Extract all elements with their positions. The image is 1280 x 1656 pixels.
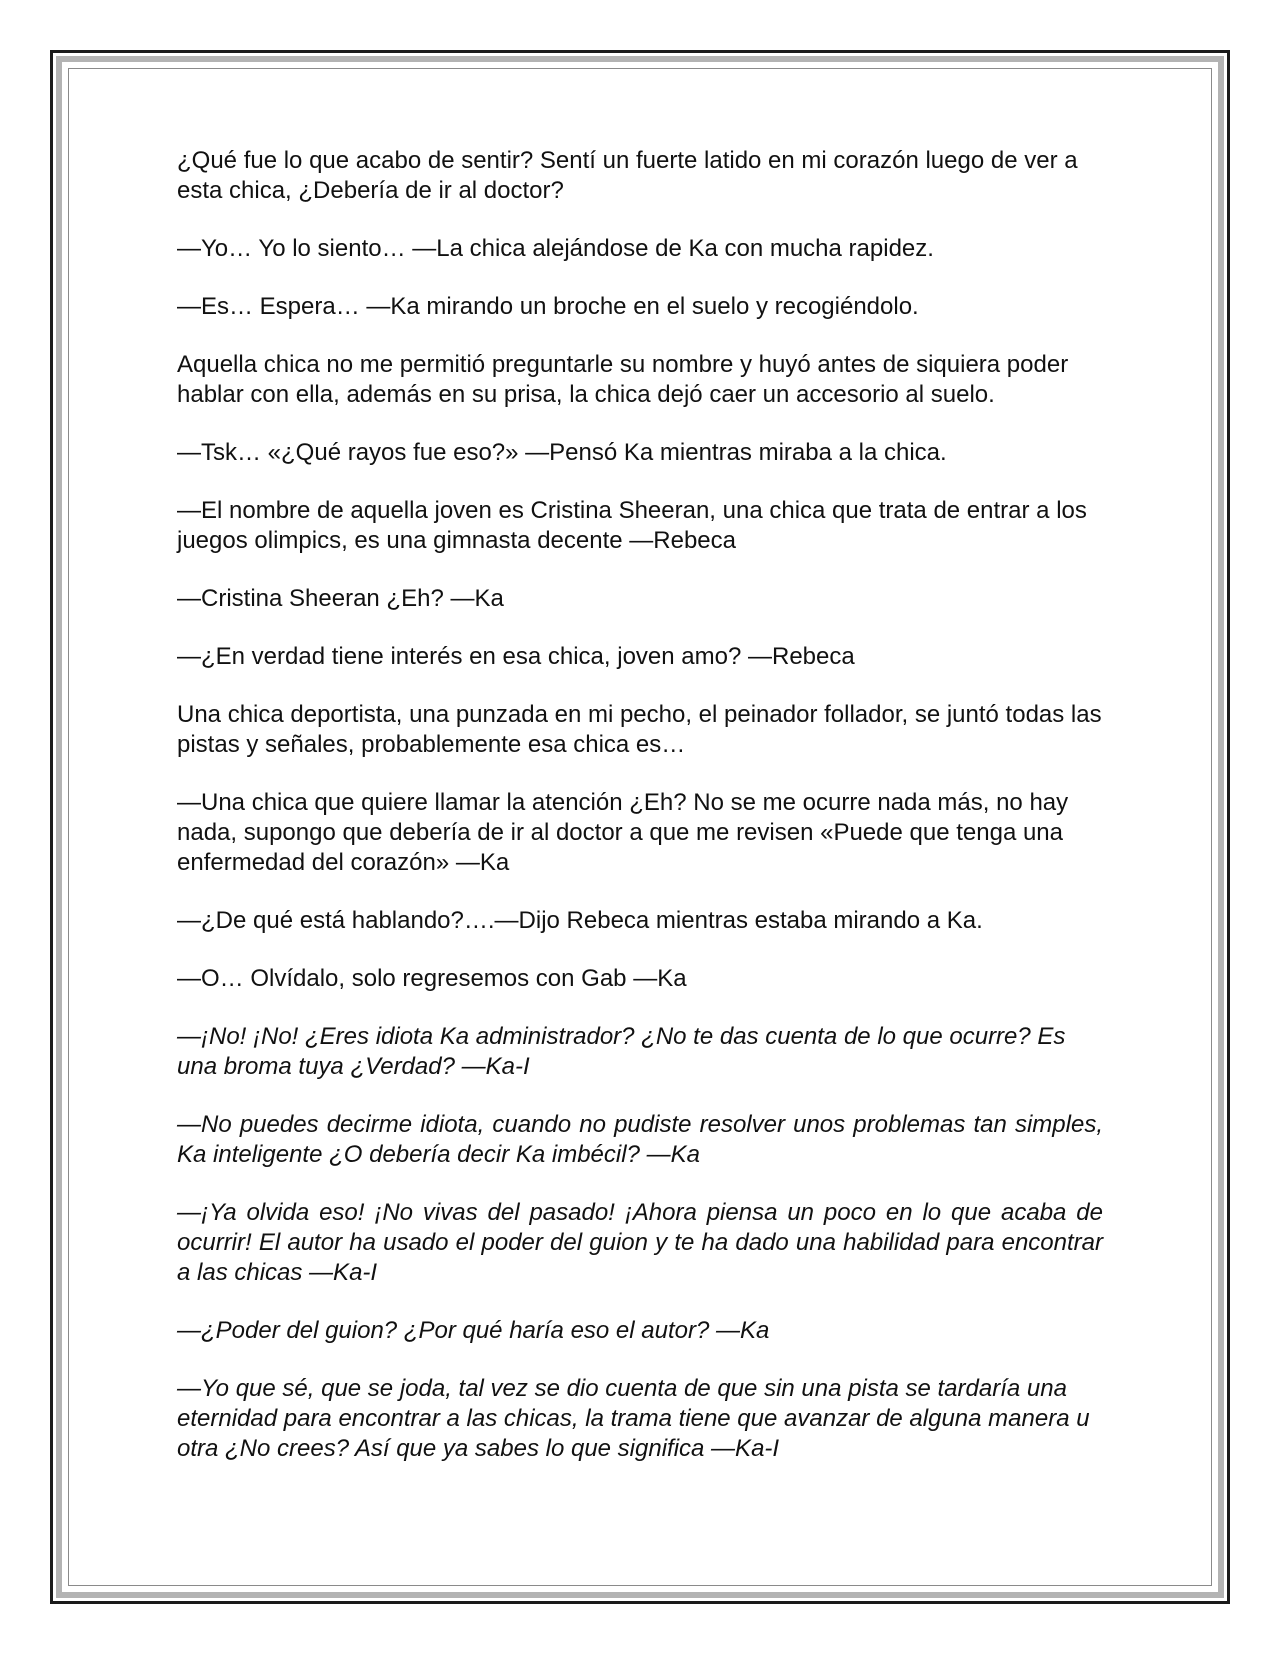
paragraph-12: —O… Olvídalo, solo regresemos con Gab —Ka: [177, 965, 687, 992]
paragraph-3: —Es… Espera… —Ka mirando un broche en el suelo y recogiéndolo.: [177, 293, 919, 320]
paragraph-7: —Cristina Sheeran ¿Eh? —Ka: [177, 585, 504, 612]
paragraph-15: —¡Ya olvida eso! ¡No vivas del pasado! ¡Ahora piensa un poco en lo que acaba de ocurrir! El autor ha usado el poder del guion y te ha dado una habilidad para encontrar a las chicas —Ka-I: [177, 1199, 1103, 1286]
paragraph-2: —Yo… Yo lo siento… —La chica alejándose de Ka con mucha rapidez.: [177, 235, 934, 262]
paragraph-4: Aquella chica no me permitió preguntarle su nombre y huyó antes de siquiera poder hablar con ella, además en su prisa, la chica dejó caer un accesorio al suelo.: [177, 351, 1069, 408]
document-body: [177, 146, 1103, 1492]
paragraph-1: ¿Qué fue lo que acabo de sentir? Sentí un fuerte latido en mi corazón luego de ver a esta chica, ¿Debería de ir al doctor?: [177, 147, 1078, 204]
paragraph-11: —¿De qué está hablando?….—Dijo Rebeca mientras estaba mirando a Ka.: [177, 907, 983, 934]
paragraph-8: —¿En verdad tiene interés en esa chica, joven amo? —Rebeca: [177, 643, 855, 670]
paragraph-16: —¿Poder del guion? ¿Por qué haría eso el autor? —Ka: [177, 1317, 770, 1344]
paragraph-13: —¡No! ¡No! ¿Eres idiota Ka administrador? ¿No te das cuenta de lo que ocurre? Es una broma tuya ¿Verdad? —Ka-I: [177, 1023, 1066, 1080]
paragraph-5: —Tsk… «¿Qué rayos fue eso?» —Pensó Ka mientras miraba a la chica.: [177, 439, 947, 466]
paragraph-17: —Yo que sé, que se joda, tal vez se dio cuenta de que sin una pista se tardaría una eternidad para encontrar a las chicas, la trama tiene que avanzar de alguna manera u otra ¿No crees? Así que ya sabes lo que significa —Ka-I: [177, 1375, 1090, 1462]
paragraph-14: —No puedes decirme idiota, cuando no pudiste resolver unos problemas tan simples, Ka inteligente ¿O debería decir Ka imbécil? —Ka: [177, 1111, 1103, 1168]
paragraph-9: Una chica deportista, una punzada en mi pecho, el peinador follador, se juntó todas las pistas y señales, probablemente esa chica es…: [177, 701, 1102, 758]
paragraph-10: —Una chica que quiere llamar la atención ¿Eh? No se me ocurre nada más, no hay nada, supongo que debería de ir al doctor a que me revisen «Puede que tenga una enfermedad del corazón» —Ka: [177, 789, 1069, 876]
paragraph-6: —El nombre de aquella joven es Cristina Sheeran, una chica que trata de entrar a los juegos olimpics, es una gimnasta decente —Rebeca: [177, 497, 1087, 554]
